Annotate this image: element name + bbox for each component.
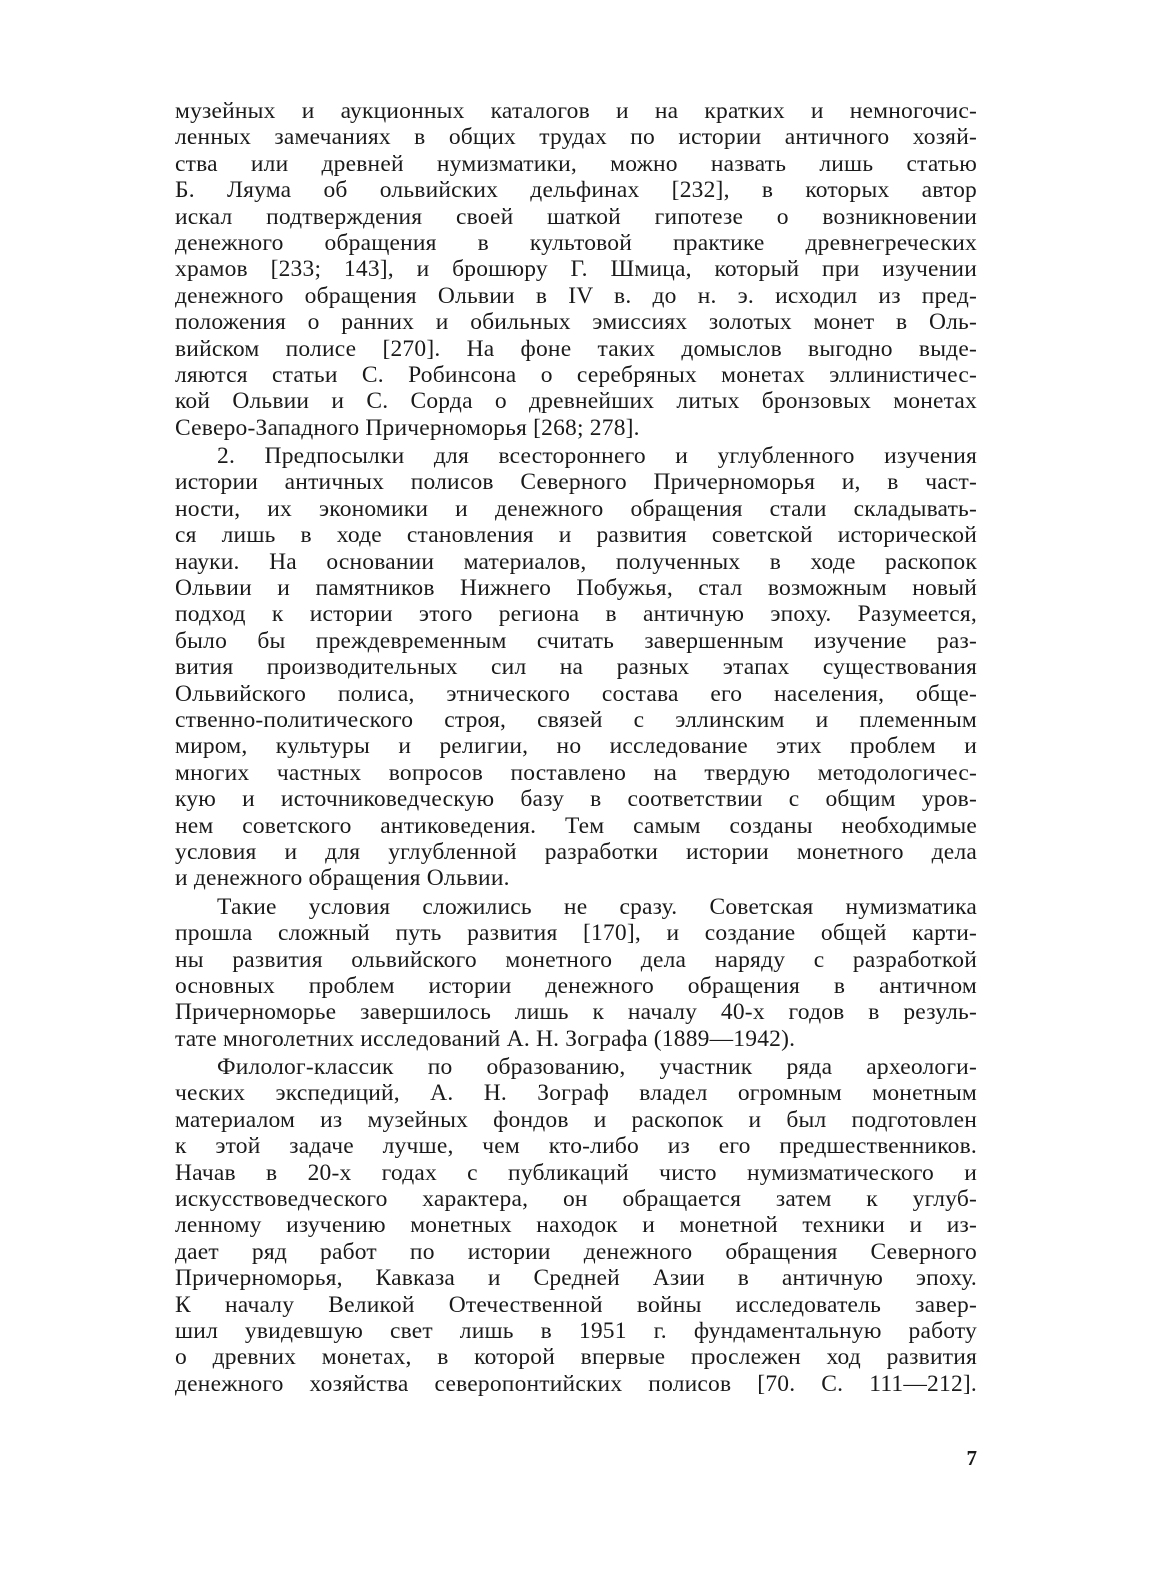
page-body <box>175 98 977 1397</box>
text-line: нем советского антиковедения. Тем самым созданы необходимые <box>175 812 977 839</box>
text-line: Северо-Западного Причерноморья [268; 278]. <box>175 414 640 441</box>
text-line: шил увидевшую свет лишь в 1951 г. фундаментальную работу <box>175 1317 977 1344</box>
text-line: Причерноморья, Кавказа и Средней Азии в античную эпоху. <box>175 1265 977 1292</box>
text-line: 2. Предпосылки для всестороннего и углубленного изучения <box>217 443 977 470</box>
text-line: ственно-политического строя, связей с эллинским и племенным <box>175 706 977 733</box>
text-line: истории античных полисов Северного Причерноморья и, в част- <box>175 469 977 496</box>
text-line: основных проблем истории денежного обращения в античном <box>175 972 977 999</box>
text-line: ленному изучению монетных находок и монетной техники и из- <box>175 1212 977 1239</box>
text-line: вития производительных сил на разных этапах существования <box>175 654 977 681</box>
paragraph-4 <box>175 1054 977 1397</box>
text-line: ляются статьи С. Робинсона о серебряных монетах эллинистичес- <box>175 361 977 388</box>
text-line: дает ряд работ по истории денежного обращения Северного <box>175 1238 977 1265</box>
text-line: многих частных вопросов поставлено на твердую методологичес- <box>175 759 977 786</box>
text-line: ческих экспедиций, А. Н. Зограф владел огромным монетным <box>175 1080 977 1107</box>
text-line: Ольвийского полиса, этнического состава его населения, обще- <box>175 680 977 707</box>
text-line: Филолог-классик по образованию, участник ряда археологи- <box>217 1054 977 1081</box>
text-line: было бы преждевременным считать завершенным изучение раз- <box>175 627 977 654</box>
text-line: храмов [233; 143], и брошюру Г. Шмица, который при изучении <box>175 256 977 283</box>
text-line: денежного хозяйства северопонтийских полисов [70. С. 111—212]. <box>175 1370 977 1397</box>
text-line: прошла сложный путь развития [170], и создание общей карти- <box>175 920 977 947</box>
text-line: денежного обращения Ольвии в IV в. до н. э. исходил из пред- <box>175 282 977 309</box>
text-line: и денежного обращения Ольвии. <box>175 865 510 892</box>
text-line: вийском полисе [270]. На фоне таких домыслов выгодно выде- <box>175 335 977 362</box>
text-line: Такие условия сложились не сразу. Советская нумизматика <box>217 893 977 920</box>
text-line: науки. На основании материалов, полученных в ходе раскопок <box>175 548 977 575</box>
text-line: кую и источниковедческую базу в соответствии с общим уров- <box>175 786 977 813</box>
text-line: Причерноморье завершилось лишь к началу 40-х годов в резуль- <box>175 999 977 1026</box>
text-line: ства или древней нумизматики, можно назвать лишь статью <box>175 150 977 177</box>
text-line: искал подтверждения своей шаткой гипотезе о возникновении <box>175 203 977 230</box>
text-line: условия и для углубленной разработки истории монетного дела <box>175 838 977 865</box>
text-line: Б. Ляума об ольвийских дельфинах [232], в которых автор <box>175 177 977 204</box>
text-line: к этой задаче лучше, чем кто-либо из его предшественников. <box>175 1133 977 1160</box>
text-line: музейных и аукционных каталогов и на кратких и немногочис- <box>175 98 977 124</box>
text-line: ны развития ольвийского монетного дела наряду с разработкой <box>175 946 977 973</box>
text-line: ленных замечаниях в общих трудах по истории античного хозяй- <box>175 124 977 151</box>
text-line: Ольвии и памятников Нижнего Побужья, стал возможным новый <box>175 575 977 602</box>
text-line: ся лишь в ходе становления и развития советской исторической <box>175 522 977 549</box>
text-line: положения о ранних и обильных эмиссиях золотых монет в Оль- <box>175 309 977 336</box>
text-line: миром, культуры и религии, но исследование этих проблем и <box>175 733 977 760</box>
text-line: материалом из музейных фондов и раскопок и был подготовлен <box>175 1106 977 1133</box>
text-line: о древних монетах, в которой впервые прослежен ход развития <box>175 1344 977 1371</box>
text-line: кой Ольвии и С. Сорда о древнейших литых бронзовых монетах <box>175 388 977 415</box>
page-number: 7 <box>966 1446 977 1470</box>
text-line: искусствоведческого характера, он обращается затем к углуб- <box>175 1186 977 1213</box>
text-line: Начав в 20-х годах с публикаций чисто нумизматического и <box>175 1159 977 1186</box>
text-line: денежного обращения в культовой практике древнегреческих <box>175 229 977 256</box>
paragraph-2 <box>175 443 977 892</box>
text-line: К началу Великой Отечественной войны исследователь завер- <box>175 1291 977 1318</box>
text-line: ности, их экономики и денежного обращения стали складывать- <box>175 495 977 522</box>
text-line: подход к истории этого региона в античную эпоху. Разумеется, <box>175 601 977 628</box>
paragraph-3 <box>175 894 977 1052</box>
text-line: тате многолетних исследований А. Н. Зографа (1889—1942). <box>175 1025 796 1052</box>
paragraph-1 <box>175 98 977 441</box>
